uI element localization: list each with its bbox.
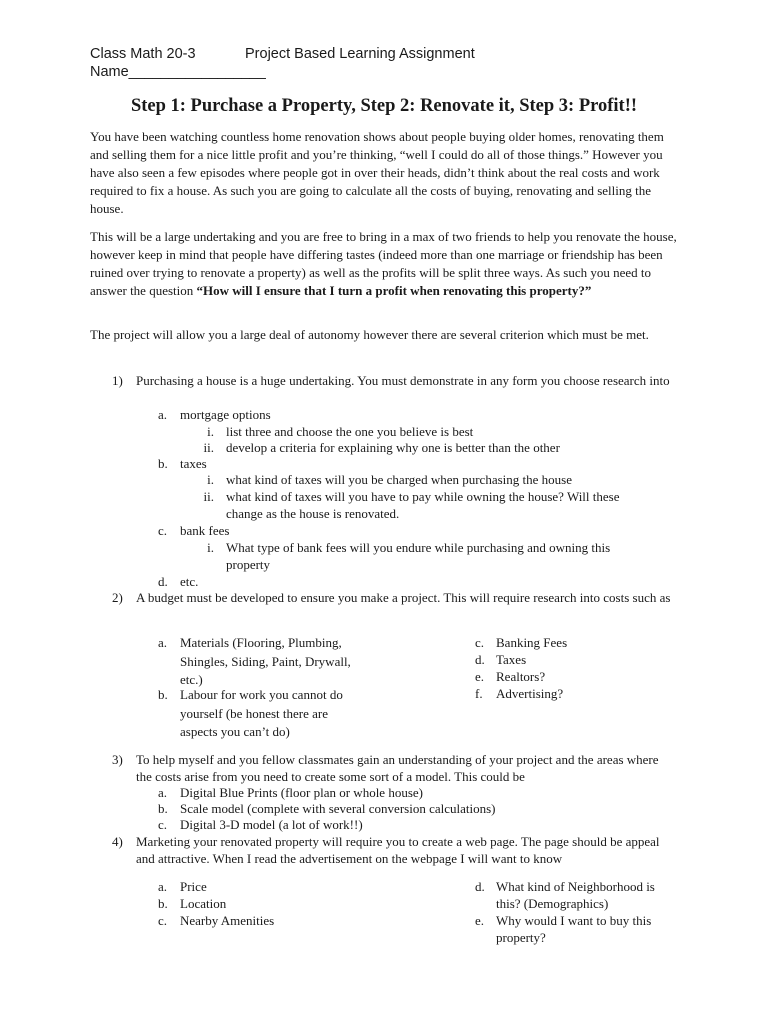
item-4c-text: Nearby Amenities <box>180 913 275 928</box>
name-line: Name_________________ <box>90 64 266 80</box>
item-2e-letter: e. <box>475 669 485 684</box>
item-2f-letter: f. <box>475 686 483 701</box>
item-1-text: Purchasing a house is a huge undertaking. You must demonstrate in any form you choose research into <box>136 373 670 388</box>
driving-question: “How will I ensure that I turn a profit when renovating this property?” <box>196 283 592 298</box>
item-3a-text: Digital Blue Prints (floor plan or whole house) <box>180 785 423 800</box>
item-4a-text: Price <box>180 879 207 894</box>
item-2a-letter: a. <box>158 635 168 650</box>
item-3-number: 3) <box>112 752 123 767</box>
item-4c-letter: c. <box>158 913 168 928</box>
item-1b-text: taxes <box>180 456 207 471</box>
item-4b-text: Location <box>180 896 227 911</box>
item-1c-text: bank fees <box>180 523 230 538</box>
item-1c-i-text: What type of bank fees will you endure while purchasing and owning this property <box>226 540 611 572</box>
item-2-text: A budget must be developed to ensure you make a project. This will require research into costs such as <box>136 590 671 605</box>
item-2-number: 2) <box>112 590 123 605</box>
item-1b-i-numeral: i. <box>207 472 214 487</box>
item-4-text: Marketing your renovated property will require you to create a web page. The page should be appeal and attractive. When I read the advertisement on the webpage I will want to know <box>136 834 660 866</box>
intro-paragraph-3: The project will allow you a large deal of autonomy however there are several criterion which must be met. <box>90 327 649 342</box>
item-1d-letter: d. <box>158 574 168 589</box>
item-3c-letter: c. <box>158 817 168 832</box>
item-3a-letter: a. <box>158 785 168 800</box>
item-4d-letter: d. <box>475 879 485 894</box>
item-2d-letter: d. <box>475 652 485 667</box>
item-1c-letter: c. <box>158 523 168 538</box>
item-1a-letter: a. <box>158 407 168 422</box>
item-2d-text: Taxes <box>496 652 527 667</box>
item-1b-ii-text: what kind of taxes will you have to pay while owning the house? Will these change as the house is renovated. <box>226 489 620 521</box>
item-4e-text: Why would I want to buy this property? <box>496 913 652 945</box>
item-2b-text: Labour for work you cannot do yourself (be honest there are aspects you can’t do) <box>180 687 343 739</box>
item-4e-letter: e. <box>475 913 485 928</box>
course-name: Class Math 20-3 <box>90 46 196 62</box>
item-2f-text: Advertising? <box>496 686 564 701</box>
item-1a-i-text: list three and choose the one you believe is best <box>226 424 474 439</box>
item-1a-ii-text: develop a criteria for explaining why one is better than the other <box>226 440 560 455</box>
item-1-number: 1) <box>112 373 123 388</box>
item-4b-letter: b. <box>158 896 168 911</box>
item-2c-letter: c. <box>475 635 485 650</box>
item-1a-text: mortgage options <box>180 407 271 422</box>
assignment-title: Project Based Learning Assignment <box>245 46 475 62</box>
item-3-text: To help myself and you fellow classmates gain an understanding of your project and the areas where the costs arise from you need to create some sort of a model. This could be <box>136 752 659 784</box>
intro-paragraph-2 <box>90 228 680 300</box>
intro-paragraph-1: You have been watching countless home renovation shows about people buying older homes, renovating them and selling them for a nice little profit and you’re thinking, “well I could do all of those things.” However you have also seen a few episodes where people got in over their heads, didn’t think about the real costs and work required to fix a house. As such you are going to calculate all the costs of buying, renovating and selling the house. <box>90 129 664 216</box>
item-1a-i-numeral: i. <box>207 424 214 439</box>
intro-paragraph-2-text: This will be a large undertaking and you are free to bring in a max of two friends to help you renovate the house, however keep in mind that people have differing tastes (indeed more than one marriage or friendship has been ruined over trying to renovate a property) as well as the profits will be split three ways. As such you need to answer the question <box>90 229 677 298</box>
page-title: Step 1: Purchase a Property, Step 2: Renovate it, Step 3: Profit!! <box>130 96 638 116</box>
item-1b-letter: b. <box>158 456 168 471</box>
item-2e-text: Realtors? <box>496 669 546 684</box>
item-3c-text: Digital 3-D model (a lot of work!!) <box>180 817 363 832</box>
item-2b-letter: b. <box>158 687 168 702</box>
item-1a-ii-numeral: ii. <box>203 440 214 455</box>
item-4-number: 4) <box>112 834 123 849</box>
item-1b-ii-numeral: ii. <box>203 489 214 504</box>
item-3b-text: Scale model (complete with several conversion calculations) <box>180 801 496 816</box>
item-4d-text: What kind of Neighborhood is this? (Demographics) <box>496 879 655 911</box>
document-header <box>90 45 475 81</box>
item-2a-text: Materials (Flooring, Plumbing, Shingles, Siding, Paint, Drywall, etc.) <box>180 635 351 687</box>
item-1c-i-numeral: i. <box>207 540 214 555</box>
item-3b-letter: b. <box>158 801 168 816</box>
item-4a-letter: a. <box>158 879 168 894</box>
item-1b-i-text: what kind of taxes will you be charged when purchasing the house <box>226 472 572 487</box>
item-1d-text: etc. <box>180 574 199 589</box>
item-2c-text: Banking Fees <box>496 635 568 650</box>
